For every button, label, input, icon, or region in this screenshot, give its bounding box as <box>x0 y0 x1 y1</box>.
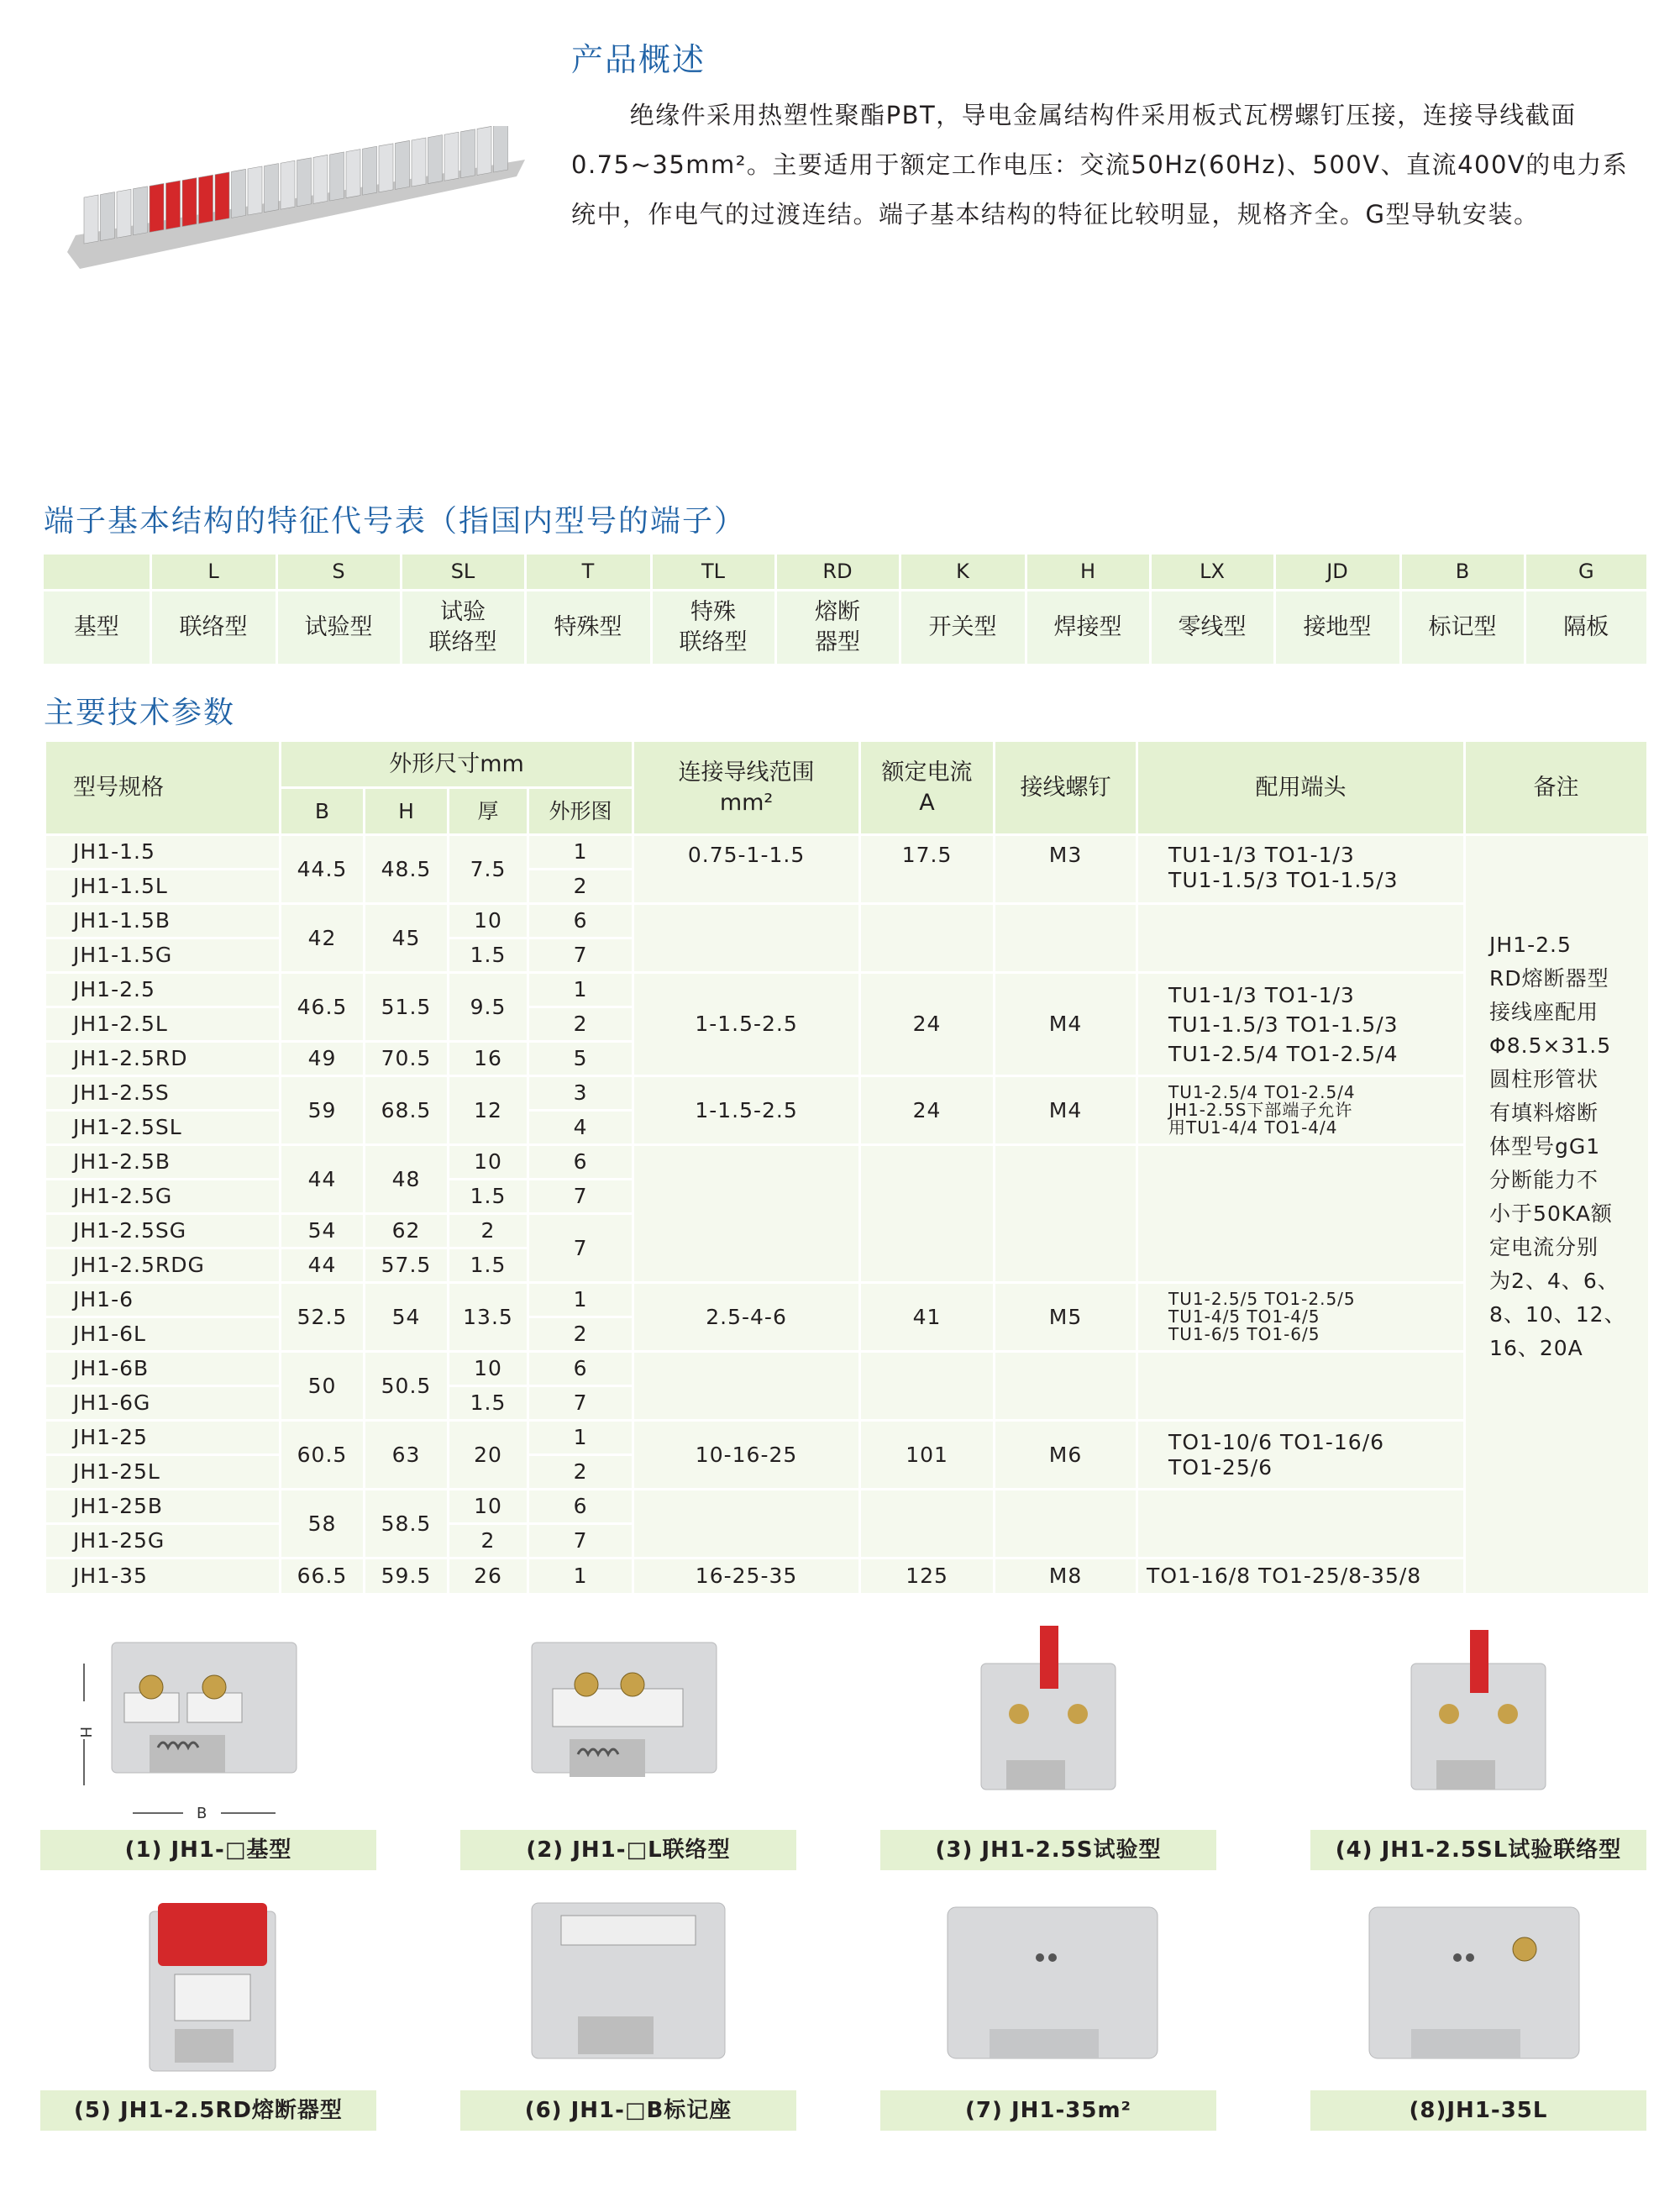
fig-cell: 1 <box>528 1283 633 1317</box>
fig-cell: 1 <box>528 1559 633 1593</box>
screw-cell: M4 <box>995 1076 1137 1145</box>
b-cell: 49 <box>281 1042 365 1076</box>
overview-title: 产品概述 <box>571 41 706 78</box>
feature-name-cell: 熔断 器型 <box>775 590 900 664</box>
screw-cell <box>995 1352 1137 1421</box>
thick-cell: 2 <box>449 1214 528 1248</box>
terminal-fuse-image <box>40 1882 376 2084</box>
model-cell: JH1-6L <box>45 1317 281 1352</box>
h-cell: 51.5 <box>365 973 449 1042</box>
wire-cell: 2.5-4-6 <box>633 1283 860 1352</box>
thick-cell: 13.5 <box>449 1283 528 1352</box>
b-cell: 60.5 <box>281 1421 365 1490</box>
red-terminal-block <box>215 172 229 221</box>
feature-name-cell: 零线型 <box>1150 590 1274 664</box>
h-cell: 58.5 <box>365 1490 449 1559</box>
feature-name-cell: 基型 <box>44 590 150 664</box>
thick-cell: 16 <box>449 1042 528 1076</box>
fig-cell: 2 <box>528 1007 633 1042</box>
feature-name-cell: 隔板 <box>1525 590 1646 664</box>
terminal-rail-photo <box>67 126 525 273</box>
h-cell: 62 <box>365 1214 449 1248</box>
note-cell: JH1-2.5 RD熔断器型 接线座配用 Φ8.5×31.5 圆柱形管状 有填料熔断 体型号gG1 分断能力不 小于50KA额 定电流分别 为2、4、6、 8、10、12、 16、20A <box>1465 835 1648 1593</box>
fig-cell: 4 <box>528 1111 633 1145</box>
header-note: 备注 <box>1465 741 1648 835</box>
model-cell: JH1-6B <box>45 1352 281 1386</box>
fig-cell: 3 <box>528 1076 633 1111</box>
fig-cell: 2 <box>528 1455 633 1490</box>
fig-cell: 6 <box>528 904 633 938</box>
fig-cell: 6 <box>528 1352 633 1386</box>
feature-code-cell: S <box>276 555 401 590</box>
terminal-cell: TU1-1/3 TO1-1/3 TU1-1.5/3 TO1-1.5/3 TU1-2.5/4 TO1-2.5/4 <box>1137 973 1465 1076</box>
model-cell: JH1-2.5RD <box>45 1042 281 1076</box>
header-wire: 连接导线范围 mm² <box>633 741 860 835</box>
feature-name-cell: 焊接型 <box>1026 590 1150 664</box>
fig-cell: 7 <box>528 1386 633 1421</box>
b-cell: 54 <box>281 1214 365 1248</box>
screw-cell: M8 <box>995 1559 1137 1593</box>
b-cell: 44.5 <box>281 835 365 904</box>
feature-code-cell: SL <box>401 555 525 590</box>
overview-body <box>571 91 1646 239</box>
code-table-title: 端子基本结构的特征代号表（指国内型号的端子） <box>44 504 747 539</box>
thick-cell: 12 <box>449 1076 528 1145</box>
wire-cell: 0.75-1-1.5 <box>633 835 860 904</box>
terminal-cell <box>1137 1145 1465 1283</box>
figure-caption: (7) JH1-35m² <box>880 2090 1216 2131</box>
header-fig: 外形图 <box>528 788 633 835</box>
overview-text: 绝缘件采用热塑性聚酯PBT，导电金属结构件采用板式瓦楞螺钉压接，连接导线截面0.75~35mm²。主要适用于额定工作电压：交流50Hz(60Hz)、500V、直流400V的电力系统中，作电气的过渡连结。端子基本结构的特征比较明显，规格齐全。G型导轨安装。 <box>571 101 1629 229</box>
current-cell <box>860 1352 995 1421</box>
h-cell: 50.5 <box>365 1352 449 1421</box>
figure-test-link <box>1310 1622 1646 1870</box>
figure-basic <box>40 1622 376 1870</box>
h-cell: 48 <box>365 1145 449 1214</box>
model-cell: JH1-25G <box>45 1524 281 1559</box>
model-cell: JH1-2.5L <box>45 1007 281 1042</box>
h-cell: 57.5 <box>365 1248 449 1283</box>
terminal-cell: TO1-16/8 TO1-25/8-35/8 <box>1137 1559 1465 1593</box>
terminal-cell: TU1-2.5/4 TO1-2.5/4 JH1-2.5S下部端子允许 用TU1-4/4 TO1-4/4 <box>1137 1076 1465 1145</box>
fig-cell: 7 <box>528 1214 633 1283</box>
figure-caption: (2) JH1-□L联络型 <box>460 1830 796 1870</box>
grey-terminal-block <box>396 140 410 189</box>
fig-cell: 2 <box>528 870 633 904</box>
b-cell: 58 <box>281 1490 365 1559</box>
feature-name-cell: 试验型 <box>276 590 401 664</box>
screw-cell <box>995 1490 1137 1559</box>
thick-cell: 10 <box>449 1352 528 1386</box>
grey-terminal-block <box>265 164 279 213</box>
b-cell: 44 <box>281 1145 365 1214</box>
model-cell: JH1-2.5SG <box>45 1214 281 1248</box>
fig-cell: 2 <box>528 1317 633 1352</box>
model-cell: JH1-6 <box>45 1283 281 1317</box>
feature-code-table <box>44 555 1646 664</box>
feature-name-cell: 特殊 联络型 <box>651 590 775 664</box>
fig-cell: 6 <box>528 1490 633 1524</box>
feature-code-cell: TL <box>651 555 775 590</box>
current-cell: 24 <box>860 973 995 1076</box>
red-terminal-block <box>150 183 164 232</box>
header-thick: 厚 <box>449 788 528 835</box>
red-terminal-block <box>182 178 197 227</box>
fig-cell: 1 <box>528 1421 633 1455</box>
header-current: 额定电流 A <box>860 741 995 835</box>
h-cell: 59.5 <box>365 1559 449 1593</box>
figure-caption: (1) JH1-□基型 <box>40 1830 376 1870</box>
feature-code-cell: RD <box>775 555 900 590</box>
model-cell: JH1-2.5S <box>45 1076 281 1111</box>
grey-terminal-block <box>232 169 246 218</box>
wire-cell <box>633 1145 860 1283</box>
current-cell: 41 <box>860 1283 995 1352</box>
h-cell: 48.5 <box>365 835 449 904</box>
wire-cell: 10-16-25 <box>633 1421 860 1490</box>
terminal-marker-image <box>460 1882 796 2084</box>
fig-cell: 7 <box>528 938 633 973</box>
b-cell: 52.5 <box>281 1283 365 1352</box>
feature-code-cell: G <box>1525 555 1646 590</box>
terminal-cell <box>1137 1352 1465 1421</box>
thick-cell: 2 <box>449 1524 528 1559</box>
thick-cell: 10 <box>449 1145 528 1180</box>
model-cell: JH1-35 <box>45 1559 281 1593</box>
fig-cell: 7 <box>528 1180 633 1214</box>
terminal-basic-image <box>40 1622 376 1823</box>
grey-terminal-block <box>363 146 377 195</box>
header-model: 型号规格 <box>45 741 281 835</box>
thick-cell: 1.5 <box>449 1386 528 1421</box>
b-cell: 59 <box>281 1076 365 1145</box>
feature-name-cell: 标记型 <box>1400 590 1525 664</box>
current-cell: 125 <box>860 1559 995 1593</box>
feature-code-cell: LX <box>1150 555 1274 590</box>
wire-cell <box>633 1490 860 1559</box>
model-cell: JH1-1.5G <box>45 938 281 973</box>
thick-cell: 1.5 <box>449 1248 528 1283</box>
thick-cell: 9.5 <box>449 973 528 1042</box>
screw-cell: M4 <box>995 973 1137 1076</box>
red-terminal-block <box>199 175 213 223</box>
figure-caption: (8)JH1-35L <box>1310 2090 1646 2131</box>
screw-cell: M6 <box>995 1421 1137 1490</box>
model-cell: JH1-25 <box>45 1421 281 1455</box>
model-cell: JH1-2.5G <box>45 1180 281 1214</box>
fig-cell: 5 <box>528 1042 633 1076</box>
grey-terminal-block <box>346 150 360 198</box>
fig-cell: 1 <box>528 973 633 1007</box>
figure-35l <box>1310 1882 1646 2131</box>
model-cell: JH1-2.5RDG <box>45 1248 281 1283</box>
model-cell: JH1-2.5 <box>45 973 281 1007</box>
figure-fuse <box>40 1882 376 2131</box>
figure-caption: (4) JH1-2.5SL试验联络型 <box>1310 1830 1646 1870</box>
terminal-cell: TU1-2.5/5 TO1-2.5/5 TU1-4/5 TO1-4/5 TU1-6/5 TO1-6/5 <box>1137 1283 1465 1352</box>
thick-cell: 1.5 <box>449 1180 528 1214</box>
terminal-cell: TO1-10/6 TO1-16/6 TO1-25/6 <box>1137 1421 1465 1490</box>
fig-cell: 7 <box>528 1524 633 1559</box>
feature-code-cell: B <box>1400 555 1525 590</box>
figure-marker <box>460 1882 796 2131</box>
grey-terminal-block <box>428 135 443 184</box>
screw-cell <box>995 904 1137 973</box>
feature-code-cell: H <box>1026 555 1150 590</box>
feature-name-cell: 试验 联络型 <box>401 590 525 664</box>
fig-cell: 1 <box>528 835 633 870</box>
thick-cell: 1.5 <box>449 938 528 973</box>
thick-cell: 20 <box>449 1421 528 1490</box>
feature-name-cell: 开关型 <box>900 590 1026 664</box>
grey-terminal-block <box>101 192 115 241</box>
wire-cell: 1-1.5-2.5 <box>633 1076 860 1145</box>
current-cell: 24 <box>860 1076 995 1145</box>
dim-label-b: B <box>197 1805 207 1822</box>
h-cell: 63 <box>365 1421 449 1490</box>
model-cell: JH1-6G <box>45 1386 281 1421</box>
terminal-test-link-image <box>1310 1622 1646 1823</box>
current-cell: 101 <box>860 1421 995 1490</box>
figure-link <box>460 1622 796 1870</box>
terminal-cell: TU1-1/3 TO1-1/3 TU1-1.5/3 TO1-1.5/3 <box>1137 835 1465 904</box>
dim-label-h: H <box>76 1727 94 1738</box>
model-cell: JH1-2.5B <box>45 1145 281 1180</box>
b-cell: 46.5 <box>281 973 365 1042</box>
model-cell: JH1-1.5B <box>45 904 281 938</box>
grey-terminal-block <box>444 132 459 181</box>
current-cell: 17.5 <box>860 835 995 904</box>
current-cell <box>860 1490 995 1559</box>
h-cell: 68.5 <box>365 1076 449 1145</box>
thick-cell: 10 <box>449 1490 528 1524</box>
h-cell: 70.5 <box>365 1042 449 1076</box>
figure-35 <box>880 1882 1216 2131</box>
terminal-35l-image <box>1310 1882 1646 2084</box>
feature-code-cell: T <box>525 555 651 590</box>
terminal-cell <box>1137 1490 1465 1559</box>
feature-code-cell <box>44 555 150 590</box>
figure-caption: (6) JH1-□B标记座 <box>460 2090 796 2131</box>
grey-terminal-block <box>494 126 508 172</box>
model-cell: JH1-2.5SL <box>45 1111 281 1145</box>
figure-test <box>880 1622 1216 1870</box>
grey-terminal-block <box>313 155 328 203</box>
wire-cell <box>633 1352 860 1421</box>
tech-params-table <box>44 739 1649 1593</box>
thick-cell: 26 <box>449 1559 528 1593</box>
feature-name-cell: 特殊型 <box>525 590 651 664</box>
feature-code-cell: K <box>900 555 1026 590</box>
header-h: H <box>365 788 449 835</box>
screw-cell <box>995 1145 1137 1283</box>
model-cell: JH1-1.5 <box>45 835 281 870</box>
thick-cell: 10 <box>449 904 528 938</box>
grey-terminal-block <box>379 144 393 192</box>
model-cell: JH1-25L <box>45 1455 281 1490</box>
grey-terminal-block <box>281 160 295 209</box>
wire-cell: 16-25-35 <box>633 1559 860 1593</box>
header-b: B <box>281 788 365 835</box>
figure-caption: (5) JH1-2.5RD熔断器型 <box>40 2090 376 2131</box>
figure-caption: (3) JH1-2.5S试验型 <box>880 1830 1216 1870</box>
wire-cell <box>633 904 860 973</box>
wire-cell: 1-1.5-2.5 <box>633 973 860 1076</box>
terminal-test-image <box>880 1622 1216 1823</box>
grey-terminal-block <box>477 126 491 175</box>
grey-terminal-block <box>248 166 262 215</box>
grey-terminal-block <box>117 189 131 238</box>
screw-cell: M5 <box>995 1283 1137 1352</box>
h-cell: 45 <box>365 904 449 973</box>
header-dims: 外形尺寸mm <box>281 741 633 788</box>
grey-terminal-block <box>412 138 426 187</box>
grey-terminal-block <box>84 195 98 244</box>
params-title: 主要技术参数 <box>44 696 236 730</box>
b-cell: 50 <box>281 1352 365 1421</box>
feature-name-cell: 接地型 <box>1274 590 1400 664</box>
b-cell: 42 <box>281 904 365 973</box>
screw-cell: M3 <box>995 835 1137 904</box>
grey-terminal-block <box>134 187 148 235</box>
grey-terminal-block <box>461 129 475 178</box>
terminal-cell <box>1137 904 1465 973</box>
header-terminal: 配用端头 <box>1137 741 1465 835</box>
h-cell: 54 <box>365 1283 449 1352</box>
b-cell: 66.5 <box>281 1559 365 1593</box>
grey-terminal-block <box>297 158 312 207</box>
b-cell: 44 <box>281 1248 365 1283</box>
feature-name-cell: 联络型 <box>150 590 276 664</box>
model-cell: JH1-1.5L <box>45 870 281 904</box>
thick-cell: 7.5 <box>449 835 528 904</box>
current-cell <box>860 904 995 973</box>
grey-terminal-block <box>330 152 344 201</box>
header-screw: 接线螺钉 <box>995 741 1137 835</box>
model-cell: JH1-25B <box>45 1490 281 1524</box>
terminal-35-image <box>880 1882 1216 2084</box>
feature-code-cell: L <box>150 555 276 590</box>
current-cell <box>860 1145 995 1283</box>
feature-code-cell: JD <box>1274 555 1400 590</box>
fig-cell: 6 <box>528 1145 633 1180</box>
terminal-link-image <box>460 1622 796 1823</box>
red-terminal-block <box>166 181 181 229</box>
